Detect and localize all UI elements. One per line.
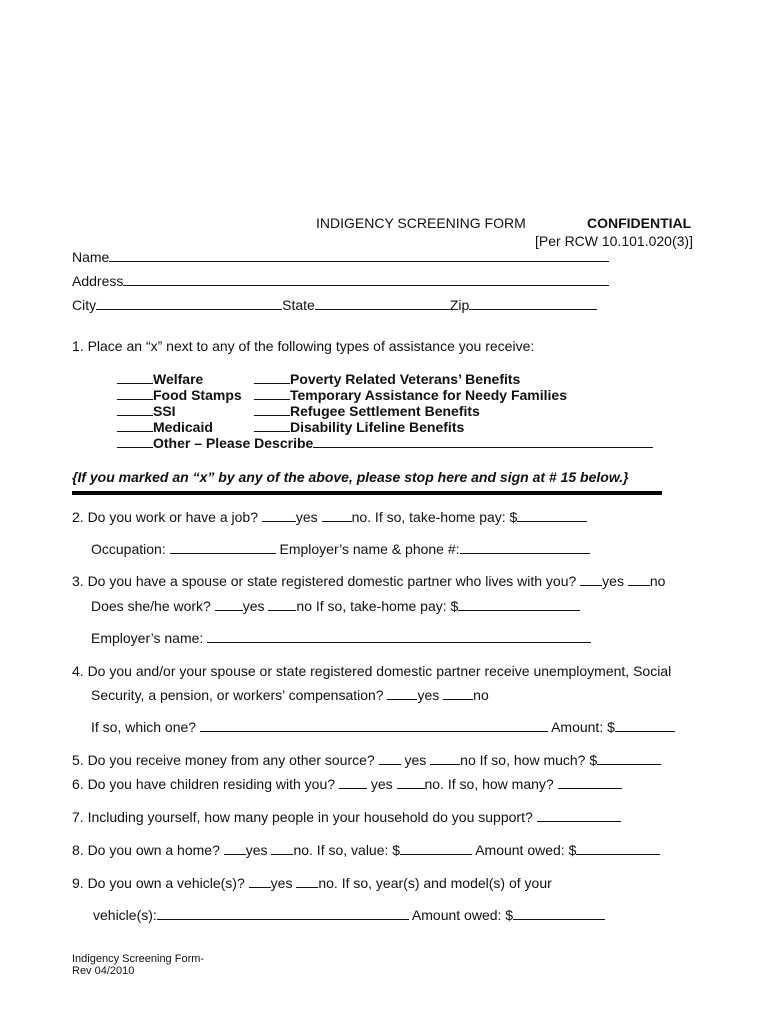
tanf-checkline[interactable]: [254, 387, 290, 400]
q6-yes-line[interactable]: [339, 776, 367, 789]
q9-question-cont: no. If so, year(s) and model(s) of your: [318, 875, 552, 891]
q4-which-label: If so, which one?: [91, 719, 197, 735]
state-field[interactable]: [315, 297, 450, 310]
zip-label: Zip: [449, 297, 470, 313]
q9-question: 9. Do you own a vehicle(s)?: [72, 875, 245, 891]
q4-no-line[interactable]: [443, 687, 473, 700]
q6-yes-label: yes: [366, 776, 393, 792]
q9-vehicles-field[interactable]: [157, 907, 409, 920]
q3-line: [72, 573, 665, 589]
q9-no-line[interactable]: [296, 875, 318, 888]
veterans-checkline[interactable]: [254, 371, 290, 384]
zip-field[interactable]: [469, 297, 597, 310]
name-label: Name: [72, 249, 110, 265]
option-veterans-benefits: [254, 371, 520, 387]
q8-value-label: no. If so, value: $: [293, 842, 401, 858]
ssi-label: SSI: [153, 403, 176, 419]
q3-question: 3. Do you have a spouse or state registered domestic partner who lives with you?: [72, 573, 577, 589]
disability-label: Disability Lifeline Benefits: [290, 419, 465, 435]
city-field[interactable]: [96, 297, 282, 310]
q4-amount-label: Amount: $: [551, 719, 615, 735]
food-stamps-label: Food Stamps: [153, 387, 242, 403]
option-food-stamps: [117, 387, 242, 403]
q2-occupation-line: [91, 541, 590, 557]
q9-vehicles-label: vehicle(s):: [93, 907, 157, 923]
name-row: [72, 249, 609, 265]
q6-count-field[interactable]: [558, 776, 622, 789]
q4-yes-line[interactable]: [387, 687, 417, 700]
q7-count-field[interactable]: [537, 809, 621, 822]
q2-yes-line[interactable]: [262, 509, 296, 522]
q4-which-line: [91, 719, 675, 735]
confidential-label: CONFIDENTIAL: [587, 215, 692, 231]
q3-yes-line[interactable]: [580, 573, 602, 586]
q7-line: [72, 809, 621, 825]
q2-pay-label: no. If so, take-home pay: $: [351, 509, 518, 525]
q6-question: 6. Do you have children residing with you?: [72, 776, 336, 792]
q9-owed-field[interactable]: [513, 907, 605, 920]
q3-no-label: no: [649, 573, 666, 589]
other-checkline[interactable]: [117, 435, 153, 448]
refugee-checkline[interactable]: [254, 403, 290, 416]
q3-yes-label: yes: [602, 573, 624, 589]
q8-value-field[interactable]: [400, 842, 472, 855]
q3-employer-label: Employer’s name:: [91, 630, 204, 646]
q8-question: 8. Do you own a home?: [72, 842, 220, 858]
option-disability: [254, 419, 464, 435]
q5-amount-field[interactable]: [597, 752, 661, 765]
q4-amount-field[interactable]: [615, 719, 675, 732]
q3-pay-field[interactable]: [458, 598, 580, 611]
refugee-label: Refugee Settlement Benefits: [290, 403, 480, 419]
welfare-checkline[interactable]: [117, 371, 153, 384]
q2-question: 2. Do you work or have a job?: [72, 509, 258, 525]
footer-form-name: Indigency Screening Form-: [72, 953, 205, 965]
city-label: City: [72, 297, 97, 313]
q3-works-no-line[interactable]: [268, 598, 296, 611]
other-describe-field[interactable]: [313, 435, 653, 448]
q6-count-label: no. If so, how many?: [424, 776, 554, 792]
q5-line: [72, 752, 661, 768]
q9-vehicles-line: [93, 907, 605, 923]
veterans-label: Poverty Related Veterans’ Benefits: [290, 371, 521, 387]
tanf-label: Temporary Assistance for Needy Families: [290, 387, 567, 403]
q4-line-2: [91, 687, 489, 703]
q8-line: [72, 842, 660, 858]
q1-prompt: 1. Place an “x” next to any of the following types of assistance you receive:: [72, 338, 535, 354]
q4-which-field[interactable]: [200, 719, 548, 732]
q9-owed-label: Amount owed: $: [411, 907, 514, 923]
welfare-label: Welfare: [153, 371, 204, 387]
q4-line-1: 4. Do you and/or your spouse or state registered domestic partner receive unemployment, Social: [72, 663, 672, 679]
q5-yes-label: yes: [400, 752, 427, 768]
q4-no-label: no: [473, 687, 489, 703]
employer-phone-field[interactable]: [460, 541, 590, 554]
option-tanf: [254, 387, 567, 403]
medicaid-label: Medicaid: [153, 419, 213, 435]
city-row: [72, 297, 597, 313]
disability-checkline[interactable]: [254, 419, 290, 432]
q6-no-line[interactable]: [397, 776, 425, 789]
q5-no-line[interactable]: [430, 752, 460, 765]
q9-yes-line[interactable]: [249, 875, 271, 888]
state-label: State: [282, 297, 315, 313]
q2-pay-field[interactable]: [517, 509, 587, 522]
footer-revision: Rev 04/2010: [72, 965, 135, 977]
q3-employer-line: [91, 630, 591, 646]
q9-yes-label: yes: [270, 875, 293, 891]
address-label: Address: [72, 273, 124, 289]
address-field[interactable]: [123, 273, 609, 286]
address-row: [72, 273, 609, 289]
q8-owed-field[interactable]: [576, 842, 660, 855]
q3-works-yes-label: yes: [242, 598, 265, 614]
option-other: [117, 435, 653, 451]
option-welfare: [117, 371, 203, 387]
q4-question-cont: Security, a pension, or workers’ compensation?: [91, 687, 384, 703]
q3-works-line: [91, 598, 580, 614]
statute-reference: [Per RCW 10.101.020(3)]: [535, 233, 693, 249]
q2-no-line[interactable]: [322, 509, 352, 522]
q3-no-line[interactable]: [628, 573, 650, 586]
other-label: Other – Please Describe: [153, 435, 314, 451]
q8-yes-label: yes: [245, 842, 268, 858]
q2-line: [72, 509, 587, 525]
option-ssi: [117, 403, 176, 419]
q3-pay-label: no If so, take-home pay: $: [296, 598, 459, 614]
employer-phone-label: Employer’s name & phone #:: [279, 541, 460, 557]
q3-works-yes-line[interactable]: [215, 598, 243, 611]
option-refugee: [254, 403, 480, 419]
ssi-checkline[interactable]: [117, 403, 153, 416]
stop-note: {If you marked an “x” by any of the above, please stop here and sign at # 15 below.}: [72, 469, 629, 485]
q3-works-question: Does she/he work?: [91, 598, 211, 614]
q5-amount-label: no If so, how much? $: [460, 752, 598, 768]
q5-question: 5. Do you receive money from any other source?: [72, 752, 375, 768]
q7-question: 7. Including yourself, how many people in your household do you support?: [72, 809, 533, 825]
q8-no-line[interactable]: [271, 842, 293, 855]
food-stamps-checkline[interactable]: [117, 387, 153, 400]
option-medicaid: [117, 419, 213, 435]
q2-yes-label: yes: [295, 509, 318, 525]
occupation-field[interactable]: [170, 541, 276, 554]
q5-yes-line[interactable]: [379, 752, 401, 765]
name-field[interactable]: [109, 249, 609, 262]
q4-yes-label: yes: [417, 687, 440, 703]
q8-yes-line[interactable]: [224, 842, 246, 855]
q6-line: [72, 776, 622, 792]
medicaid-checkline[interactable]: [117, 419, 153, 432]
occupation-label: Occupation:: [91, 541, 166, 557]
form-title: INDIGENCY SCREENING FORM: [316, 215, 526, 231]
q8-owed-label: Amount owed: $: [475, 842, 577, 858]
section-divider: [72, 491, 662, 495]
q9-line: [72, 875, 552, 891]
q3-employer-field[interactable]: [207, 630, 591, 643]
